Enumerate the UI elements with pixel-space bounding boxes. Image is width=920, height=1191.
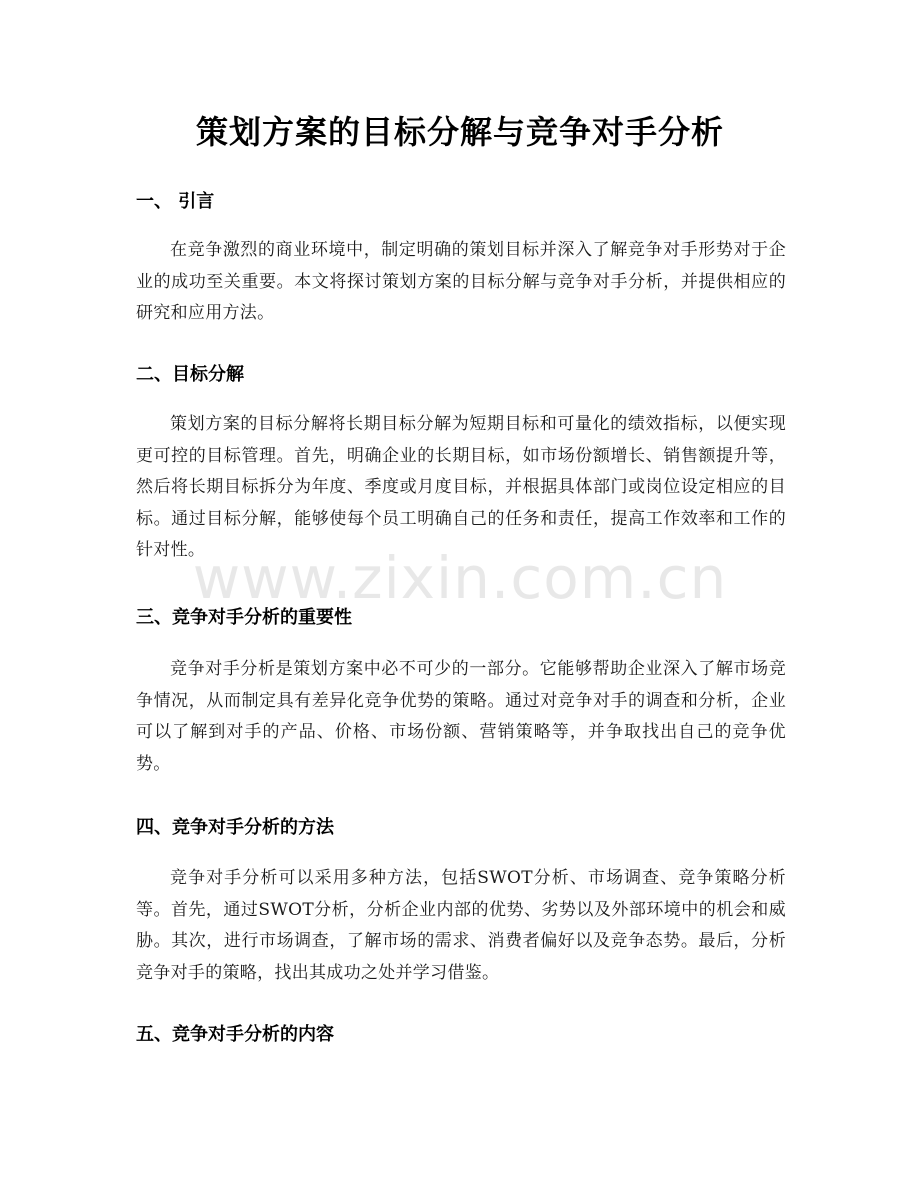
section-paragraph-introduction: 在竞争激烈的商业环境中，制定明确的策划目标并深入了解竞争对手形势对于企业的成功至关重要。本文将探讨策划方案的目标分解与竞争对手分析，并提供相应的研究和应用方法。 bbox=[136, 240, 786, 323]
section-heading-competitor-content: 五、竞争对手分析的内容 bbox=[136, 1024, 334, 1045]
section-paragraph-competitor-importance: 竞争对手分析是策划方案中必不可少的一部分。它能够帮助企业深入了解市场竞争情况，从而制定具有差异化竞争优势的策略。通过对竞争对手的调查和分析，企业可以了解到对手的产品、价格、市场份额、营销策略等，并争取找出自己的竞争优势。 bbox=[136, 659, 786, 774]
section-heading-competitor-methods: 四、竞争对手分析的方法 bbox=[136, 817, 334, 838]
section-heading-goal-decomposition: 二、目标分解 bbox=[136, 364, 244, 385]
section-heading-introduction: 一、 引言 bbox=[136, 191, 215, 212]
section-paragraph-goal-decomposition: 策划方案的目标分解将长期目标分解为短期目标和可量化的绩效指标，以便实现更可控的目标管理。首先，明确企业的长期目标，如市场份额增长、销售额提升等，然后将长期目标拆分为年度、季度或月度目标，并根据具体部门或岗位设定相应的目标。通过目标分解，能够使每个员工明确自己的任务和责任，提高工作效率和工作的针对性。 bbox=[136, 414, 786, 560]
watermark-text: www.zixin.com.cn bbox=[192, 544, 728, 612]
section-heading-competitor-importance: 三、竞争对手分析的重要性 bbox=[136, 607, 352, 628]
section-paragraph-competitor-methods: 竞争对手分析可以采用多种方法，包括SWOT分析、市场调查、竞争策略分析等。首先，通过SWOT分析，分析企业内部的优势、劣势以及外部环境中的机会和威胁。其次，进行市场调查，了解市场的需求、消费者偏好以及竞争态势。最后，分析竞争对手的策略，找出其成功之处并学习借鉴。 bbox=[136, 868, 786, 983]
document-title: 策划方案的目标分解与竞争对手分析 bbox=[195, 113, 724, 151]
